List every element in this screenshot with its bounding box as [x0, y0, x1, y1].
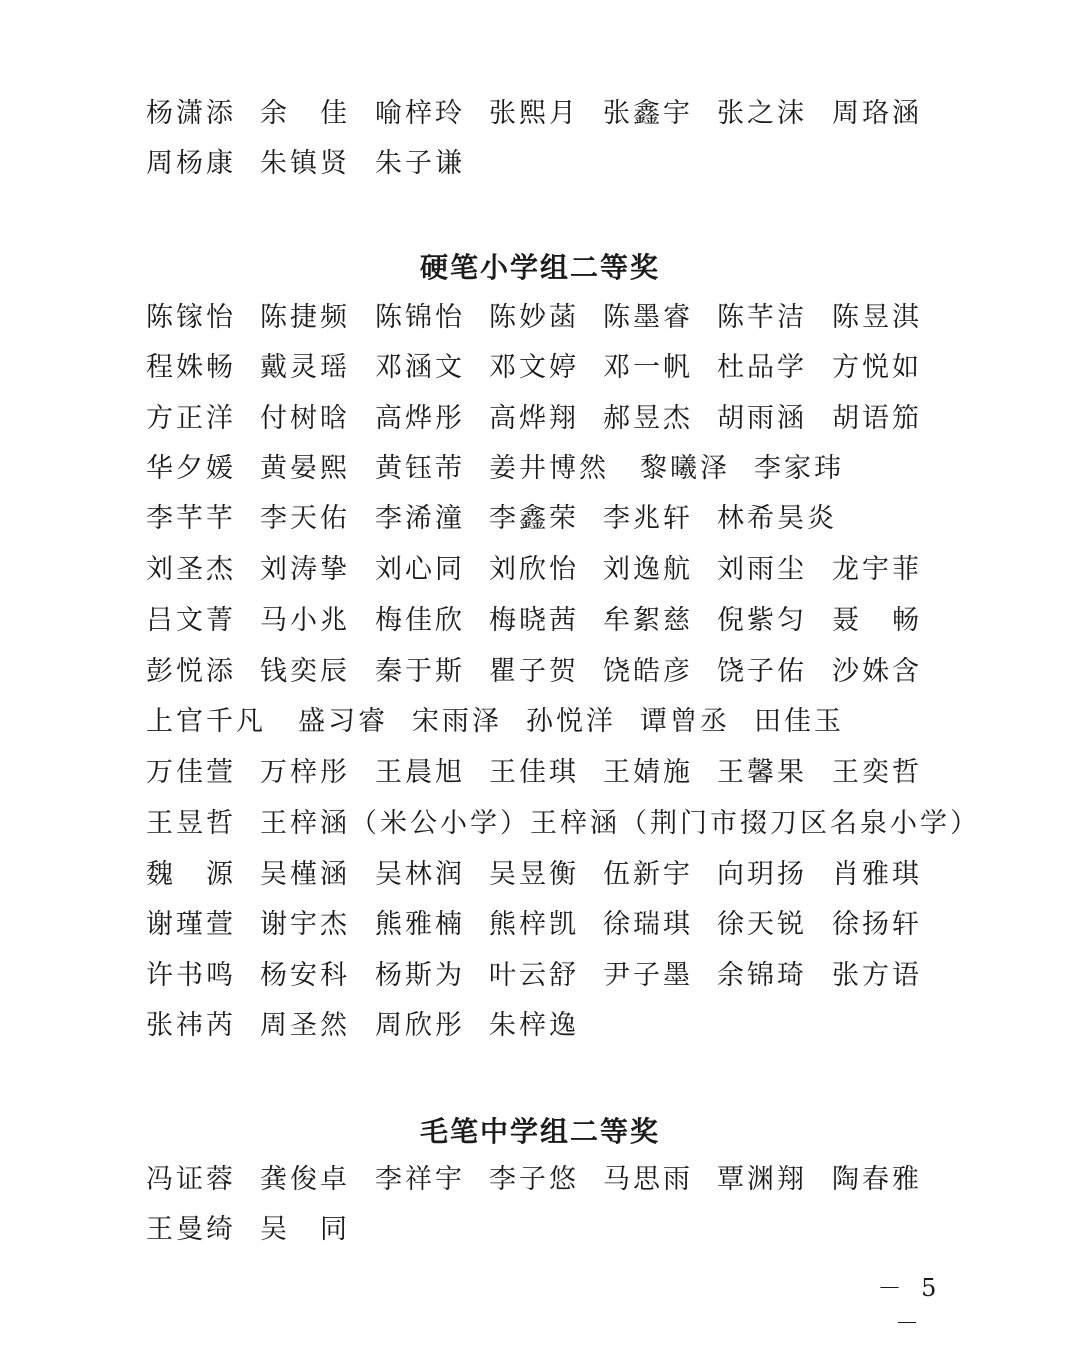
name-entry: 李子悠	[489, 1164, 579, 1195]
name-entry: 郝昱杰	[603, 403, 693, 434]
name-row	[0, 700, 1080, 744]
name-entry: 覃渊翔	[717, 1164, 807, 1195]
name-entry: 余锦琦	[717, 960, 807, 991]
name-entry: 林希昊炎	[717, 503, 837, 534]
name-entry: 徐瑞琪	[603, 909, 693, 940]
name-entry: 杨潇添	[146, 98, 236, 129]
name-entry: 秦于斯	[375, 656, 465, 687]
name-entry: 聂 畅	[832, 605, 922, 636]
name-entry: 黄钰芾	[375, 453, 465, 484]
name-entry: 喻梓玲	[375, 98, 465, 129]
name-entry: 刘圣杰	[146, 554, 236, 585]
name-entry: 李祥宇	[375, 1164, 465, 1195]
name-entry: 邓涵文	[375, 352, 465, 383]
name-entry: 宋雨泽	[412, 706, 502, 737]
name-entry: 王佳琪	[489, 757, 579, 788]
name-entry: 张祎芮	[146, 1010, 236, 1041]
name-entry: 朱镇贤	[260, 148, 350, 179]
name-entry: 黄晏熙	[260, 453, 350, 484]
name-entry: 黎曦泽	[640, 453, 730, 484]
name-entry: 李鑫荣	[489, 503, 579, 534]
name-entry: 吕文菁	[146, 605, 236, 636]
name-entry: 吴林润	[375, 859, 465, 890]
name-row	[0, 346, 1080, 390]
name-entry: 上官千凡	[146, 706, 266, 737]
name-row	[0, 497, 1080, 541]
name-entry: 肖雅琪	[832, 859, 922, 890]
name-entry: 王婧施	[603, 757, 693, 788]
name-entry: 田佳玉	[754, 706, 844, 737]
name-entry: 王曼绮	[146, 1214, 236, 1245]
name-entry: 向玥扬	[717, 859, 807, 890]
name-entry: 张方语	[832, 960, 922, 991]
name-entry: 梅晓茜	[489, 605, 579, 636]
name-entry: 魏 源	[146, 859, 236, 890]
name-entry: 高烨翔	[489, 403, 579, 434]
name-entry: 万梓彤	[260, 757, 350, 788]
name-entry: 谢宇杰	[260, 909, 350, 940]
name-entry: 倪紫匀	[717, 605, 807, 636]
name-row	[0, 1208, 1080, 1252]
name-entry: 陈捷频	[260, 302, 350, 333]
name-entry: 熊梓凯	[489, 909, 579, 940]
name-entry: 付树晗	[260, 403, 350, 434]
name-entry: 孙悦洋	[526, 706, 616, 737]
name-entry: 伍新宇	[603, 859, 693, 890]
name-entry: 龚俊卓	[260, 1164, 350, 1195]
name-entry: 王梓涵（米公小学）	[260, 808, 530, 839]
name-entry: 刘逸航	[603, 554, 693, 585]
name-row	[0, 397, 1080, 441]
name-entry: 华夕媛	[146, 453, 236, 484]
name-entry: 刘雨尘	[717, 554, 807, 585]
name-row	[0, 548, 1080, 592]
name-entry: 谢瑾萱	[146, 909, 236, 940]
name-entry: 余 佳	[260, 98, 350, 129]
name-entry: 陈墨睿	[603, 302, 693, 333]
name-row	[0, 599, 1080, 643]
name-entry: 饶皓彦	[603, 656, 693, 687]
name-entry: 李天佑	[260, 503, 350, 534]
name-row	[0, 751, 1080, 795]
name-entry: 王晨旭	[375, 757, 465, 788]
name-entry: 沙姝含	[832, 656, 922, 687]
name-entry: 刘欣怡	[489, 554, 579, 585]
name-entry: 李芊芊	[146, 503, 236, 534]
page-number: － 5 －	[877, 1274, 943, 1337]
name-entry: 冯证蓉	[146, 1164, 236, 1195]
name-entry: 方正洋	[146, 403, 236, 434]
name-entry: 周杨康	[146, 148, 236, 179]
name-entry: 陈昱淇	[832, 302, 922, 333]
name-entry: 陈芊洁	[717, 302, 807, 333]
name-entry: 王梓涵（荆门市掇刀区名泉小学）	[530, 808, 980, 839]
name-entry: 许书鸣	[146, 960, 236, 991]
name-row	[0, 954, 1080, 998]
name-entry: 吴昱衡	[489, 859, 579, 890]
name-entry: 李浠潼	[375, 503, 465, 534]
name-row	[0, 1158, 1080, 1202]
name-entry: 钱奕辰	[260, 656, 350, 687]
name-entry: 胡雨涵	[717, 403, 807, 434]
name-entry: 吴槿涵	[260, 859, 350, 890]
name-entry: 李兆轩	[603, 503, 693, 534]
name-entry: 陈锦怡	[375, 302, 465, 333]
name-row	[0, 92, 1080, 136]
name-entry: 盛习睿	[298, 706, 388, 737]
name-row	[0, 853, 1080, 897]
name-row	[0, 1004, 1080, 1048]
name-entry: 戴灵瑶	[260, 352, 350, 383]
name-row	[0, 802, 1080, 846]
name-entry: 李家玮	[754, 453, 844, 484]
name-entry: 杨斯为	[375, 960, 465, 991]
section-heading: 硬笔小学组二等奖	[419, 251, 660, 284]
name-entry: 程姝畅	[146, 352, 236, 383]
name-entry: 周珞涵	[832, 98, 922, 129]
name-row	[0, 903, 1080, 947]
name-entry: 邓文婷	[489, 352, 579, 383]
name-entry: 张鑫宇	[603, 98, 693, 129]
name-entry: 王奕哲	[832, 757, 922, 788]
name-entry: 尹子墨	[603, 960, 693, 991]
name-entry: 王昱哲	[146, 808, 236, 839]
name-entry: 牟絮慈	[603, 605, 693, 636]
name-entry: 王馨果	[717, 757, 807, 788]
name-row	[0, 650, 1080, 694]
name-entry: 胡语笳	[832, 403, 922, 434]
name-entry: 吴 同	[260, 1214, 350, 1245]
name-entry: 朱梓逸	[489, 1010, 579, 1041]
name-entry: 陶春雅	[832, 1164, 922, 1195]
name-row	[0, 296, 1080, 340]
name-entry: 瞿子贺	[489, 656, 579, 687]
name-entry: 马思雨	[603, 1164, 693, 1195]
name-entry: 姜井博然	[489, 453, 609, 484]
name-entry: 高烨彤	[375, 403, 465, 434]
name-entry: 叶云舒	[489, 960, 579, 991]
name-entry: 彭悦添	[146, 656, 236, 687]
name-entry: 邓一帆	[603, 352, 693, 383]
name-entry: 徐扬轩	[832, 909, 922, 940]
name-entry: 张之沫	[717, 98, 807, 129]
name-entry: 万佳萱	[146, 757, 236, 788]
name-row	[0, 142, 1080, 186]
name-entry: 陈镓怡	[146, 302, 236, 333]
section-heading: 毛笔中学组二等奖	[419, 1115, 660, 1148]
name-entry: 梅佳欣	[375, 605, 465, 636]
name-entry: 刘涛挚	[260, 554, 350, 585]
name-entry: 熊雅楠	[375, 909, 465, 940]
name-entry: 杨安科	[260, 960, 350, 991]
name-entry: 马小兆	[260, 605, 350, 636]
name-entry: 刘心同	[375, 554, 465, 585]
name-entry: 方悦如	[832, 352, 922, 383]
name-row	[0, 447, 1080, 491]
name-entry: 陈妙菡	[489, 302, 579, 333]
name-entry: 龙宇菲	[832, 554, 922, 585]
name-entry: 徐天锐	[717, 909, 807, 940]
name-entry: 周圣然	[260, 1010, 350, 1041]
name-entry: 杜品学	[717, 352, 807, 383]
name-entry: 朱子谦	[375, 148, 465, 179]
name-entry: 谭曾丞	[640, 706, 730, 737]
name-entry: 张熙月	[489, 98, 579, 129]
name-entry: 饶子佑	[717, 656, 807, 687]
name-entry: 周欣彤	[375, 1010, 465, 1041]
